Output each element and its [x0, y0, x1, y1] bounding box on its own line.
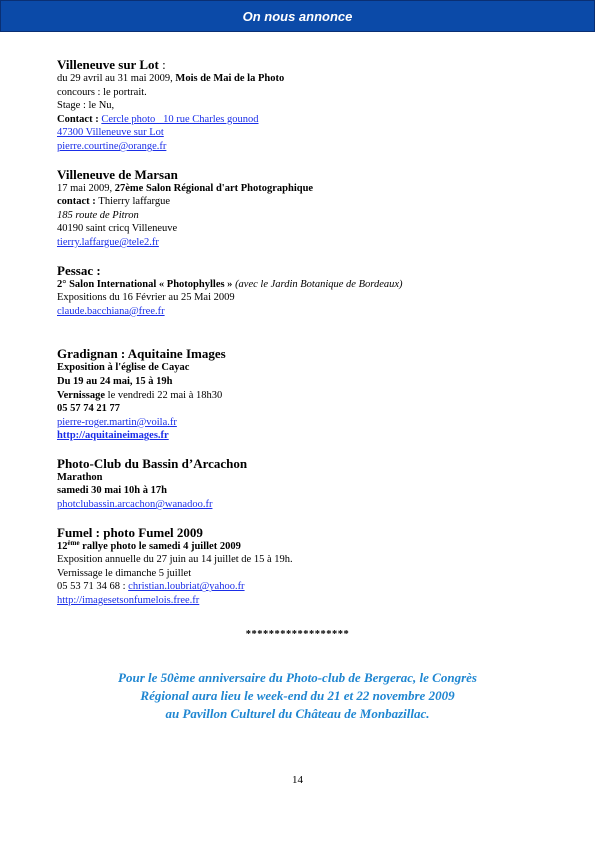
rallye-number: 12	[57, 540, 68, 552]
rallye-ordinal: ème	[67, 538, 80, 547]
banner-title: On nous annonce	[242, 8, 353, 24]
entry-title: Villeneuve sur Lot	[57, 57, 159, 72]
entry-villeneuve-de-marsan	[57, 167, 557, 250]
entry-event-note: (avec le Jardin Botanique de Bordeaux)	[232, 278, 403, 290]
email-link[interactable]: tierry.laffargue@tele2.fr	[57, 236, 159, 248]
entry-date: du 29 avril au 31 mai 2009,	[57, 73, 176, 84]
entry-gradignan	[57, 346, 557, 443]
entry-line: Exposition à l'église de Cayac	[57, 362, 190, 374]
address-line: 185 route de Pitron	[57, 209, 139, 221]
email-link[interactable]: pierre-roger.martin@voila.fr	[57, 416, 177, 428]
contact-label: Contact :	[57, 113, 102, 125]
contact-link[interactable]: Cercle photo_ 10 rue Charles gounod	[101, 113, 259, 125]
entry-villeneuve-sur-lot	[57, 57, 557, 154]
entry-title: Pessac :	[57, 262, 101, 278]
page-number: 14	[292, 774, 303, 786]
entry-line: Expositions du 16 Février au 25 Mai 2009	[57, 292, 235, 304]
email-link[interactable]: claude.bacchiana@free.fr	[57, 305, 165, 317]
phone-number: 05 57 74 21 77	[57, 403, 120, 415]
entry-event: Mois de Mai de la Photo	[175, 73, 285, 84]
announcement-line: Régional aura lieu le week-end du 21 et 22 novembre 2009	[140, 688, 455, 703]
entry-line: concours : le portrait.	[57, 86, 147, 98]
website-link[interactable]: http://aquitaineimages.fr	[57, 430, 169, 442]
separator: ******************	[245, 629, 350, 640]
address-link[interactable]: 47300 Villeneuve sur Lot	[57, 127, 164, 139]
entry-line: Exposition annuelle du 27 juin au 14 juillet de 15 à 19h.	[57, 554, 293, 566]
address-line: 40190 saint cricq Villeneuve	[57, 223, 178, 235]
entry-title: Photo-Club du Bassin d’Arcachon	[57, 455, 248, 471]
entry-title: Fumel : photo Fumel 2009	[57, 524, 203, 540]
entry-line: Marathon	[57, 471, 103, 483]
entry-line: Vernissage le dimanche 5 juillet	[57, 567, 192, 579]
entry-event: 27ème Salon Régional d'art Photographique	[114, 182, 314, 194]
announcement-line: au Pavillon Culturel du Château de Monbazillac.	[165, 706, 430, 721]
entry-date: 17 mai 2009,	[57, 182, 115, 194]
entry-event: 2° Salon International « Photophylles »	[57, 278, 233, 290]
congress-announcement	[40, 669, 555, 723]
entry-line: Stage : le Nu,	[57, 100, 115, 112]
entry-line: samedi 30 mai 10h à 17h	[57, 485, 167, 497]
entry-title-suffix: :	[158, 57, 166, 72]
header-banner	[0, 0, 595, 32]
entry-pessac	[57, 263, 557, 319]
contact-name: Thierry laffargue	[98, 196, 171, 208]
website-link[interactable]: http://imagesetsonfumelois.free.fr	[57, 595, 200, 607]
email-link[interactable]: pierre.courtine@orange.fr	[57, 140, 167, 152]
entry-fumel	[57, 525, 557, 608]
rallye-text: rallye photo le samedi 4 juillet 2009	[79, 540, 241, 552]
entry-arcachon	[57, 456, 557, 512]
announcement-line: Pour le 50ème anniversaire du Photo-club de Bergerac, le Congrès	[118, 670, 477, 685]
phone-number: 05 53 71 34 68 :	[57, 581, 129, 593]
vernissage-date: le vendredi 22 mai à 18h30	[105, 389, 223, 401]
events-list	[57, 57, 557, 608]
email-link[interactable]: christian.loubriat@yahoo.fr	[128, 581, 245, 593]
vernissage-label: Vernissage	[57, 389, 106, 401]
email-link[interactable]: photclubassin.arcachon@wanadoo.fr	[57, 499, 213, 511]
entry-title: Villeneuve de Marsan	[57, 166, 178, 182]
entry-line: Du 19 au 24 mai, 15 à 19h	[57, 375, 173, 387]
contact-label: contact :	[57, 196, 99, 208]
entry-title: Gradignan : Aquitaine Images	[57, 346, 226, 362]
